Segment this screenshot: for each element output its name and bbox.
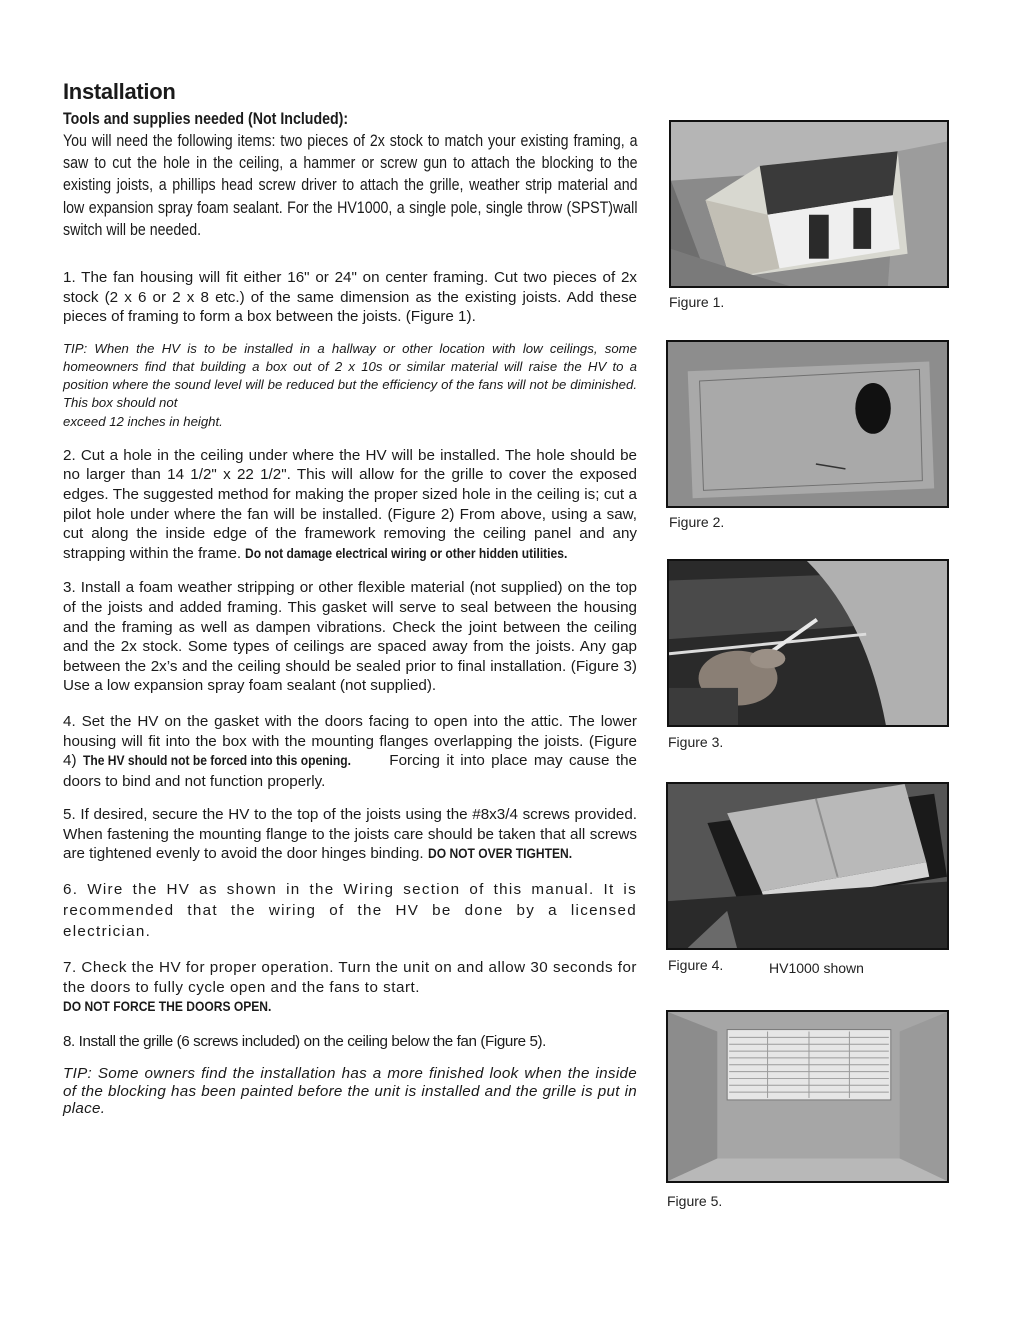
instructions-column: [63, 78, 637, 1118]
step-5-warning: DO NOT OVER TIGHTEN.: [427, 846, 572, 863]
ceiling-pilot-hole-image: [668, 342, 947, 506]
step-7-warning: DO NOT FORCE THE DOORS OPEN.: [63, 999, 272, 1016]
step-4: [63, 712, 637, 791]
hv-unit-placement-image: [668, 784, 947, 948]
figure-4-note: HV1000 shown: [769, 960, 864, 976]
step-5: [63, 805, 637, 865]
tip-2: TIP: Some owners find the installation has a more finished look when the inside of the blocking has been painted before the unit is installed and the grille is put in place.: [63, 1065, 637, 1118]
step-7: 7. Check the HV for proper operation. Turn the unit on and allow 30 seconds for the doors to fully cycle open and the fans to start.: [63, 959, 637, 996]
tip-1-end: exceed 12 inches in height.: [63, 413, 223, 429]
step-7-warning-line: [63, 997, 637, 1018]
step-3: 3. Install a foam weather stripping or other flexible material (not supplied) on the top of the joists and added framing. This gasket will serve to seal between the housing and the framing as well as dampen vibrations. Check the joint between the ceiling and the 2x stock. Some types of ceilings are spaced away from the joists. Any gap between the 2x’s and the ceiling should be sealed prior to final installation. (Figure 3) Use a low expansion spray foam sealant (not supplied).: [63, 579, 637, 695]
figure-4-caption: Figure 4.: [668, 957, 724, 973]
tools-body: You will need the following items: two pieces of 2x stock to match your existing framing, a saw to cut the hole in the ceiling, a hammer or screw gun to attach the blocking to the existing joists, a phillips head screw driver to attach the grille, weather strip material and low expansion spray foam sealant. For the HV1000, a single pole, single throw (SPST)wall switch will be needed.: [63, 132, 638, 239]
figure-5-photo: [666, 1010, 949, 1183]
framing-box-image: [671, 122, 947, 286]
figure-1-photo: [669, 120, 949, 288]
figure-5-caption: Figure 5.: [667, 1193, 723, 1209]
step-1: 1. The fan housing will fit either 16" or 24" on center framing. Cut two pieces of 2x stock (2 x 6 or 2 x 8 etc.) of the same dimension as the existing joists. Add these pieces of framing to form a box between the joists. (Figure 1).: [63, 269, 637, 326]
figure-2-photo: [666, 340, 949, 508]
tools-title: Tools and supplies needed (Not Included):: [63, 110, 349, 128]
figure-4-photo: [666, 782, 949, 950]
tools-wrapper: [63, 130, 637, 262]
sealing-joint-image: [669, 561, 947, 725]
figure-3-caption: Figure 3.: [668, 734, 724, 750]
figure-2-caption: Figure 2.: [669, 514, 725, 530]
figure-1-caption: Figure 1.: [669, 294, 725, 310]
step-2: [63, 446, 637, 565]
step-8: 8. Install the grille (6 screws included) on the ceiling below the fan (Figure 5).: [63, 1032, 546, 1050]
step-4-warning: The HV should not be forced into this opening.: [82, 753, 351, 770]
step-5-text: 5. If desired, secure the HV to the top of the joists using the #8x3/4 screws provided. When fastening the mounting flange to the joists care should be taken that all screws are tightened evenly to avoid the door hinges binding.: [63, 806, 637, 863]
page-heading: Installation: [63, 79, 176, 104]
step-6: 6. Wire the HV as shown in the Wiring section of this manual. It is recommended that the wiring of the HV be done by a licensed electrician.: [63, 881, 637, 941]
step-4-text: 4. Set the HV on the gasket with the doors facing to open into the attic. The lower housing will fit into the box with the mounting flanges overlapping the joists. (Figure 4): [63, 712, 637, 770]
figure-3-photo: [667, 559, 949, 727]
step-4-end: Forcing it into place may cause the doors to bind and not function properly.: [63, 752, 637, 790]
installed-grille-image: [668, 1012, 947, 1181]
tip-1: TIP: When the HV is to be installed in a hallway or other location with low ceilings, some homeowners find that building a box out of 2 x 10s or similar material will raise the HV to a position where the sound level will be reduced but the efficiency of the fans will not be diminished. This box should not: [63, 340, 637, 411]
step-2-warning: Do not damage electrical wiring or other hidden utilities.: [245, 545, 568, 562]
step-2-text: 2. Cut a hole in the ceiling under where the HV will be installed. The hole should be no larger than 14 1/2" x 22 1/2". This will allow for the grille to cover the exposed edges. The suggested method for making the proper sized hole in the ceiling is; cut a pilot hole under where the fan will be installed. (Figure 2) From above, using a saw, cut along the inside edge of the framework removing the ceiling panel and any strapping within the frame.: [63, 446, 637, 562]
